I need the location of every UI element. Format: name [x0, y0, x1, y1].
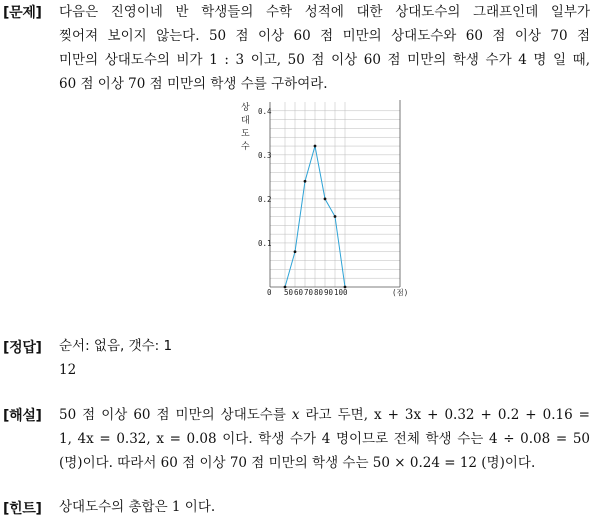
x-tick-label: 100	[334, 288, 348, 297]
problem-line-3: 미만의 상대도수의 비가 1 : 3 이고, 50 점 이상 60 점 미만의 학생 수가 4 명 일 때,	[59, 52, 590, 68]
solution-tag: [해설]	[3, 408, 42, 424]
answer-tag: [정답]	[3, 340, 42, 356]
data-point	[294, 250, 297, 253]
y-axis-label-char: 도	[241, 129, 250, 139]
answer-value: 12	[59, 362, 77, 378]
y-tick-label: 0.1	[258, 238, 272, 248]
solution-line-1-prefix: 50 점 이상 60 점 미만의 상대도수를	[59, 407, 292, 423]
y-axis-label	[241, 101, 250, 152]
problem-line-4: 60 점 이상 70 점 미만의 학생 수를 구하여라.	[59, 76, 328, 92]
problem-line-1: 다음은 진영이네 반 학생들의 수학 성적에 대한 상대도수의 그래프인데 일부가	[59, 4, 590, 20]
relative-frequency-chart	[236, 96, 409, 302]
y-tick-label: 0.2	[258, 194, 272, 204]
data-point	[314, 145, 317, 148]
x-tick-label: 80	[314, 288, 324, 297]
data-point	[324, 198, 327, 201]
x-tick-label: 70	[304, 288, 314, 297]
solution-variable: x	[291, 407, 300, 423]
problem-line-2: 찢어져 보이지 않는다. 50 점 이상 60 점 미만의 상대도수와 60 점 이상 70 점	[59, 28, 590, 44]
problem-text	[59, 0, 590, 96]
solution-line-2: 1, 4x = 0.32, x = 0.08 이다. 학생 수가 4 명이므로 전체 학생 수는 4 ÷ 0.08 = 50	[59, 431, 590, 447]
x-tick-label: 50	[284, 288, 294, 297]
y-axis-label-char: 상	[241, 103, 250, 113]
data-point	[334, 215, 337, 218]
answer-order: 순서: 없음, 갯수: 1	[59, 338, 173, 354]
solution-line-1-middle: 라고 두면,	[299, 407, 374, 423]
y-axis-label-char: 대	[241, 116, 250, 126]
y-tick-label: 0.4	[258, 106, 272, 116]
x-axis-label: (점)	[392, 288, 409, 297]
x-tick-label: 90	[324, 288, 334, 297]
hint-tag: [힌트]	[3, 501, 42, 517]
solution-text	[59, 403, 590, 475]
x-tick-label: 0	[267, 288, 272, 297]
chart-grid	[270, 102, 400, 287]
answer-text	[59, 334, 590, 382]
solution-line-3: (명)이다. 따라서 60 점 이상 70 점 미만의 학생 수는 50 × 0.24 = 12 (명)이다.	[59, 455, 536, 471]
y-axis-label-char: 수	[241, 142, 250, 152]
solution-line-1	[59, 403, 590, 427]
x-tick-labels	[267, 288, 348, 297]
data-point	[304, 180, 307, 183]
solution-equation: x + 3x + 0.32 + 0.2 + 0.16 =	[373, 407, 590, 423]
hint-text: 상대도수의 총합은 1 이다.	[59, 499, 216, 515]
y-tick-label: 0.3	[258, 150, 272, 160]
problem-tag: [문제]	[3, 5, 42, 21]
x-tick-label: 60	[294, 288, 304, 297]
